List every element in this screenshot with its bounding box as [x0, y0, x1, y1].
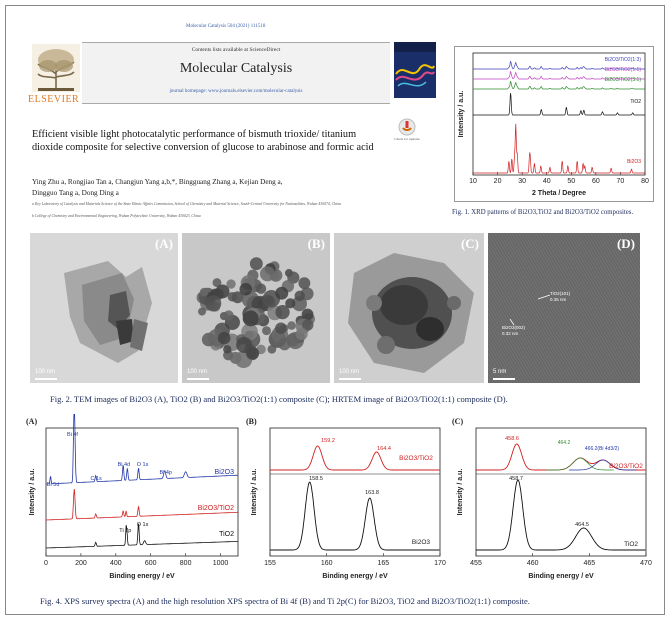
xps-a-o1s-label: O 1s — [136, 462, 149, 468]
xps-b-peak-label-158-5: 158.5 — [309, 476, 323, 482]
nanoparticle — [236, 337, 252, 353]
xps-c-peak-label-458-6: 458.6 — [505, 436, 519, 442]
xrd-tick-label: 10 — [469, 178, 477, 185]
nanoparticle — [198, 308, 206, 316]
xrd-plot — [455, 47, 653, 201]
xps-b-peak-label-163-8: 163.8 — [365, 490, 379, 496]
xps-a-tick-label: 0 — [44, 560, 48, 567]
xps-a-tick-label: 800 — [179, 560, 192, 567]
nanoparticle — [228, 292, 238, 302]
homepage-link[interactable]: journal homepage: www.journals.elsevier.com/molecular-catalysis — [169, 89, 303, 94]
xrd-legend-label: Bi2O3/TiO2(1:1) — [604, 67, 641, 73]
nanoparticle — [200, 288, 209, 297]
xps-b-series-label-mix: Bi2O3/TiO2 — [399, 455, 433, 462]
paper-page — [5, 5, 665, 615]
xrd-series-line — [473, 124, 645, 173]
nanoparticle — [285, 298, 295, 308]
scale-bar-a — [35, 378, 57, 380]
scale-bar-b — [187, 378, 209, 380]
nanoparticle — [205, 295, 221, 311]
xps-b-tick-label: 155 — [264, 560, 276, 567]
check-updates-badge[interactable] — [396, 118, 418, 144]
xps-b-peak-label-164-4: 164.4 — [377, 446, 391, 452]
nanoparticle — [256, 284, 266, 294]
tem-image-c — [334, 233, 484, 383]
tem-label-b: (B) — [307, 236, 325, 251]
xps-c-series-label-mix: Bi2O3/TiO2 — [609, 463, 643, 470]
nanoparticle — [260, 266, 275, 281]
xps-a-tick-label: 200 — [75, 560, 87, 567]
nanoparticle — [243, 311, 259, 327]
xps-b-panel-label: (B) — [246, 417, 257, 426]
xps-a-bi4d-label: Bi 4d — [117, 462, 131, 468]
xrd-legend-label: Bi2O3/TiO2(3:1) — [604, 77, 641, 83]
xps-b-series-label-bi2o3: Bi2O3 — [411, 539, 430, 546]
xps-a-series-line — [46, 414, 238, 484]
xrd-tick-label: 30 — [518, 178, 527, 185]
fig1-xrd-chart — [454, 46, 654, 202]
tem-label-a: (A) — [154, 236, 173, 251]
xrd-tick-label: 60 — [591, 178, 600, 185]
xrd-tick-label: 20 — [493, 178, 502, 185]
xps-a-o1s-label-2: O 1s — [136, 522, 149, 528]
xps-a-panel-label: (A) — [26, 417, 38, 426]
hrtem-bi2o3-spacing: 0.32 nm — [502, 331, 519, 336]
journal-banner — [82, 42, 390, 104]
xrd-legend-label: Bi2O3 — [627, 159, 641, 165]
xps-b-xlabel: Binding energy / eV — [322, 573, 388, 580]
xps-c-peak-label-464-5: 464.5 — [575, 522, 589, 528]
tem-scale-b: 100 nm — [187, 369, 208, 375]
xrd-tick-label: 80 — [641, 178, 649, 185]
xps-b-frame — [270, 428, 440, 556]
journal-title: Molecular Catalysis — [179, 61, 293, 76]
fig4-caption: Fig. 4. XPS survey spectra (A) and the high resolution XPS spectra of Bi 4f (B) and Ti 2p(C) for Bi2O3, TiO2 and Bi2O3/TiO2(1:1) composite. — [40, 596, 530, 606]
xrd-tick-label: 70 — [616, 178, 625, 185]
xps-b-peak-label-159-2: 159.2 — [321, 438, 335, 444]
article-title: Efficient visible light photocatalytic performance of bismuth trioxide/ titanium dioxide composite for selective conversion of glucose to arabinose and formic acid — [32, 129, 374, 153]
nanoparticle — [275, 287, 288, 300]
fig1-caption: Fig. 1. XRD patterns of Bi2O3,TiO2 and Bi2O3/TiO2 composites. — [452, 209, 634, 216]
tem-scale-c: 100 nm — [339, 369, 360, 375]
authors-line-2: Dingguo Tang a, Dong Ding a — [32, 189, 119, 197]
xps-c-frame — [476, 428, 646, 556]
tem-scale-a: 100 nm — [35, 369, 56, 375]
contents-text: Contents lists available at ScienceDirect — [191, 47, 281, 53]
check-updates-label: Check for updates — [394, 137, 420, 141]
xrd-tick-label: 50 — [567, 178, 576, 185]
affiliation-1: a Key Laboratory of Catalysis and Materials Science of the State Ethnic Affairs Commission, School of Chemistry and Material Science, South-Central University for Nationalities, Wuhan 430074, China — [32, 202, 341, 206]
xps-c-tick-label: 470 — [640, 560, 652, 567]
xps-c-peak-label-458-7: 458.7 — [509, 476, 523, 482]
authors-line-1: Ying Zhu a, Rongjiao Tan a, Changjun Yang a,b,*, Bingguang Zhang a, Kejian Deng a, — [32, 178, 283, 186]
nanoparticle — [267, 345, 276, 354]
xrd-tick-label: 40 — [542, 178, 551, 185]
tem-image-b — [182, 233, 330, 383]
hrtem-tio2-label: TiO2(101) — [550, 291, 571, 296]
tem-image-a — [30, 233, 178, 383]
affiliation-2: b College of Chemistry and Environmental Engineering, Wuhan Polytechnic University, Wuhan 430023, China — [32, 214, 201, 218]
nanoparticle — [275, 323, 287, 335]
nanoparticle — [296, 328, 308, 340]
xps-b-tick-label: 160 — [320, 560, 333, 567]
xps-panel-c — [450, 414, 656, 586]
scale-bar-d — [493, 378, 515, 380]
xps-a-tick-label: 400 — [109, 560, 122, 567]
xps-panel-b — [244, 414, 448, 586]
xrd-xlabel: 2 Theta / Degree — [531, 190, 587, 197]
hrtem-bi2o3-label: Bi2O3(002) — [502, 325, 526, 330]
xps-a-bi4p-label: Bi 4p — [159, 470, 173, 476]
xps-b-tick-label: 170 — [434, 560, 446, 567]
nanoparticle — [262, 326, 271, 335]
xps-a-ti2p-label: Ti 2p — [119, 528, 132, 534]
xrd-legend-label: Bi2O3/TiO2(1:3) — [604, 57, 641, 63]
xps-a-series-label: Bi2O3/TiO2 — [197, 505, 234, 512]
fig2-caption: Fig. 2. TEM images of Bi2O3 (A), TiO2 (B) and Bi2O3/TiO2(1:1) composite (C); HRTEM image of Bi2O3/TiO2(1:1) composite (D). — [50, 394, 508, 404]
xps-panel-a — [24, 414, 250, 586]
xps-c-ylabel: Intensity / a.u. — [457, 468, 464, 516]
nanoparticle — [239, 283, 252, 296]
xps-c-peak-label-464-2: 464.2 — [557, 440, 571, 446]
hrtem-tio2-spacing: 0.35 nm — [550, 297, 567, 302]
journal-line: Molecular Catalysis 504 (2021) 111518 — [186, 24, 266, 29]
xps-a-c1s-label: C 1s — [90, 476, 102, 482]
xps-a-bi4f-label: Bi 4f — [66, 432, 78, 438]
xps-c-tick-label: 460 — [526, 560, 539, 567]
nanoparticle — [294, 291, 304, 301]
xps-a-ylabel: Intensity / a.u. — [29, 468, 36, 516]
xps-c-tick-label: 455 — [470, 560, 482, 567]
nanoparticle — [250, 257, 263, 270]
xps-a-bi5d-label: Bi 5d — [46, 482, 60, 488]
xps-a-tick-label: 1000 — [212, 560, 229, 567]
tem-scale-d: 5 nm — [493, 369, 507, 375]
xps-a-tick-label: 600 — [144, 560, 157, 567]
xps-c-peak-label-466-2: 466.2(Bi 4d3/2) — [584, 446, 620, 452]
xps-a-series-label: Bi2O3 — [214, 469, 234, 476]
xps-a-series-label: TiO2 — [219, 531, 234, 538]
xrd-series-line — [473, 93, 645, 115]
nanoparticle — [224, 310, 234, 320]
xps-b-ylabel: Intensity / a.u. — [251, 468, 258, 516]
xrd-legend-label: TiO2 — [630, 99, 641, 105]
xps-c-xlabel: Binding energy / eV — [528, 573, 594, 580]
xps-c-tick-label: 465 — [583, 560, 596, 567]
xps-c-series-line — [476, 480, 645, 550]
nanoparticle — [298, 277, 310, 289]
xps-c-series-label-tio2: TiO2 — [624, 541, 638, 548]
xps-b-tick-label: 165 — [377, 560, 390, 567]
nanoparticle — [287, 321, 296, 330]
journal-cover — [394, 42, 436, 98]
tem-label-c: (C) — [460, 236, 479, 251]
nanoparticle — [223, 345, 231, 353]
nanoparticle — [218, 332, 231, 345]
xps-a-xlabel: Binding energy / eV — [109, 573, 175, 580]
tem-label-d: (D) — [616, 236, 635, 251]
hrtem-image-d — [488, 233, 640, 383]
xrd-ylabel: Intensity / a.u. — [458, 90, 465, 138]
scale-bar-c — [339, 378, 361, 380]
publisher-name: ELSEVIER — [28, 94, 80, 105]
hrtem-shade — [488, 233, 640, 383]
xps-c-panel-label: (C) — [452, 417, 464, 426]
